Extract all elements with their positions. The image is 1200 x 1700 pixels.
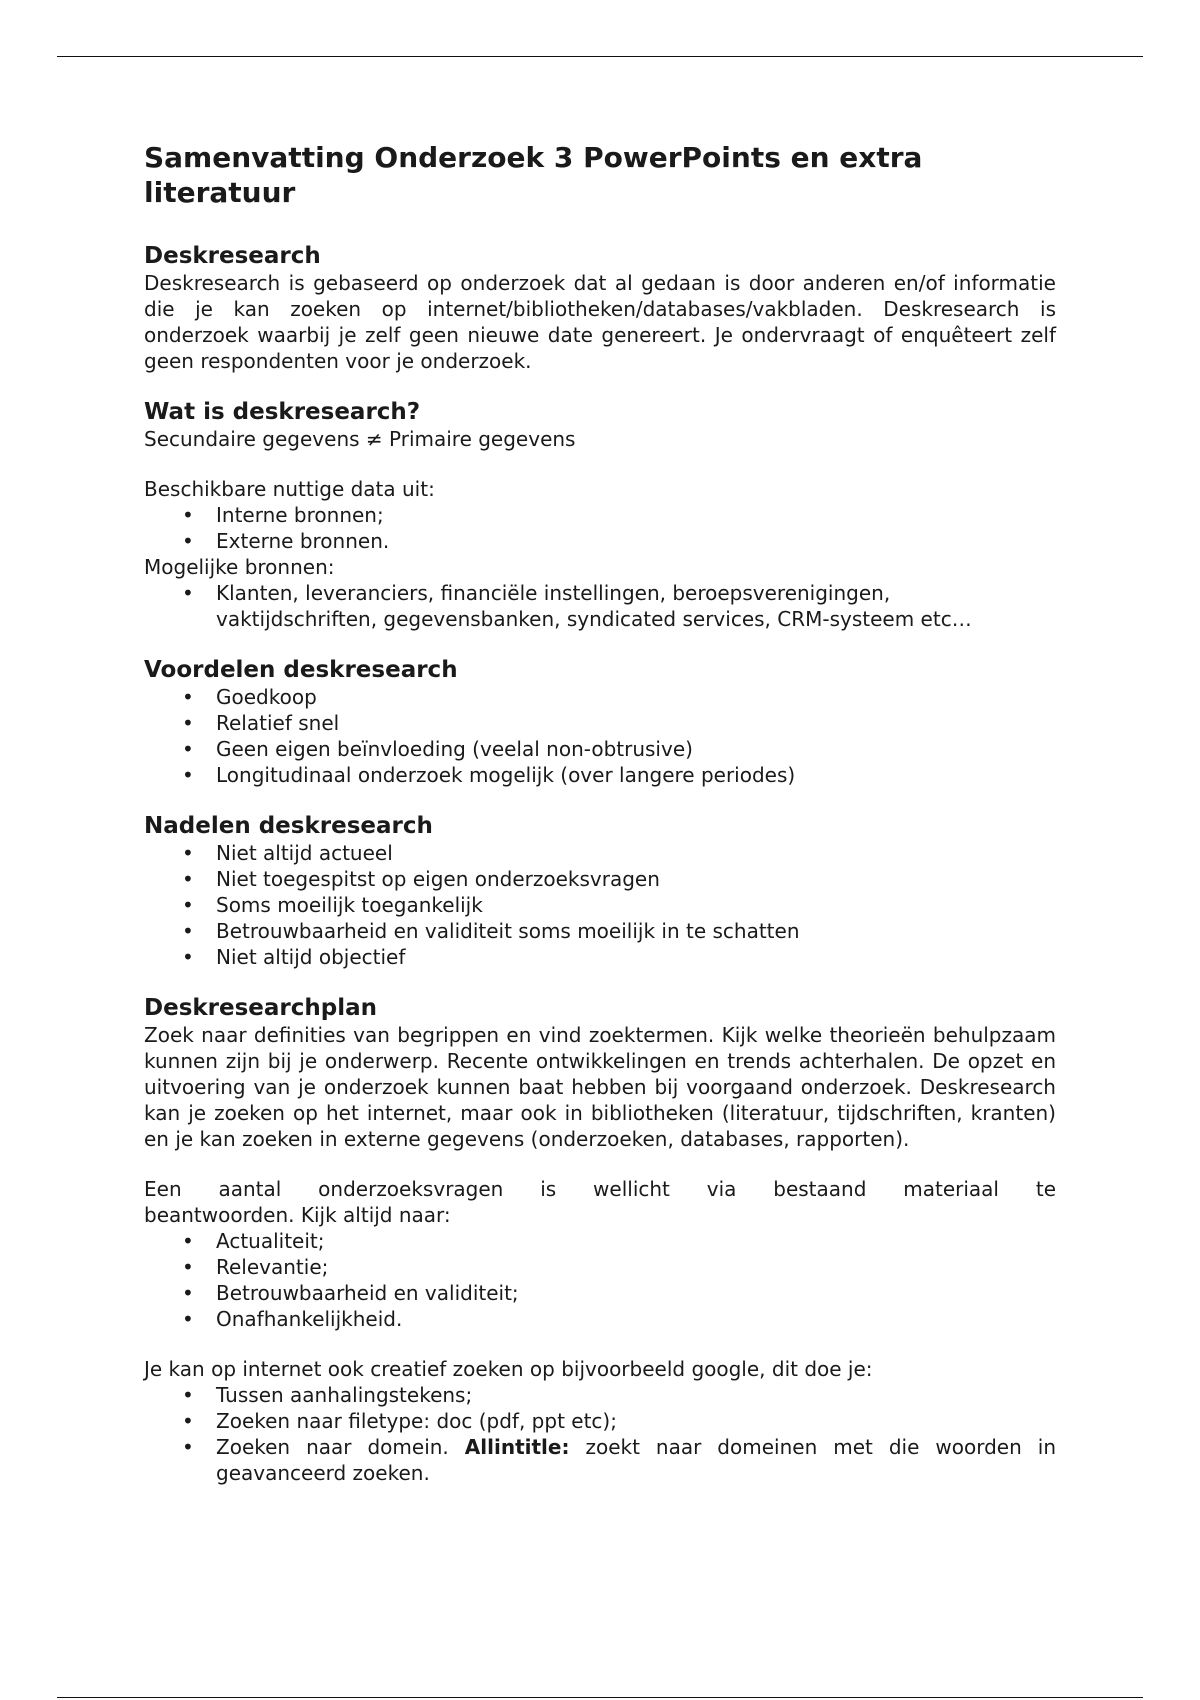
list-item: • Relatief snel — [182, 711, 340, 735]
list-item: • Onafhankelijkheid. — [182, 1307, 403, 1331]
internet-search-list — [144, 1382, 1056, 1486]
list-item: • Relevantie; — [182, 1255, 329, 1279]
list-item: • Longitudinaal onderzoek mogelijk (over langere periodes) — [182, 763, 796, 787]
heading-deskresearch: Deskresearch — [144, 243, 321, 269]
list-item: • Betrouwbaarheid en validiteit soms moeilijk in te schatten — [182, 919, 800, 943]
top-rule — [57, 56, 1143, 57]
list-item: • Zoeken naar filetype: doc (pdf, ppt etc); — [182, 1409, 617, 1433]
heading-nadelen: Nadelen deskresearch — [144, 813, 433, 839]
paragraph-deskresearchplan: Zoek naar definities van begrippen en vind zoektermen. Kijk welke theorieën behulpzaam kunnen zijn bij je onderwerp. Recente ontwikkelingen en trends achterhalen. De opzet en uitvoering van je onderzoek kunnen baat hebben bij voorgaand onderzoek. Deskresearch kan je zoeken op het internet, maar ook in bibliotheken (literatuur, tijdschriften, kranten) en je kan zoeken in externe gegevens (onderzoeken, databases, rapporten). — [144, 1023, 1056, 1151]
list-item: • Niet toegespitst op eigen onderzoeksvragen — [182, 867, 660, 891]
voordelen-list — [144, 684, 1056, 788]
list-item: • Tussen aanhalingstekens; — [182, 1383, 473, 1407]
list-item: • Zoeken naar domein. Allintitle: zoekt naar domeinen met die woorden in geavanceerd zoeken. — [182, 1435, 1056, 1485]
list-item: • Niet altijd actueel — [182, 841, 393, 865]
document-title: Samenvatting Onderzoek 3 PowerPoints en extra literatuur — [144, 141, 923, 209]
document-body — [144, 140, 1056, 1486]
list-item: • Interne bronnen; — [182, 503, 384, 527]
nadelen-list — [144, 840, 1056, 970]
paragraph-onderzoeksvragen-line1: Een aantal onderzoeksvragen is wellicht via bestaand materiaal te — [144, 1177, 1056, 1201]
paragraph-deskresearch: Deskresearch is gebaseerd op onderzoek dat al gedaan is door anderen en/of informatie die je kan zoeken op internet/bibliotheken/databases/vakbladen. Deskresearch is onderzoek waarbij je zelf geen nieuwe date genereert. Je ondervraagt of enquêteert zelf geen respondenten voor je onderzoek. — [144, 271, 1056, 373]
available-data-label: Beschikbare nuttige data uit: — [144, 477, 435, 501]
list-item: • Goedkoop — [182, 685, 317, 709]
heading-voordelen: Voordelen deskresearch — [144, 657, 458, 683]
bottom-rule — [57, 1697, 1143, 1698]
list-item: • Externe bronnen. — [182, 529, 390, 553]
list-item: • Klanten, leveranciers, financiële instellingen, beroepsverenigingen, vaktijdschriften, gegevensbanken, syndicated services, CRM-systeem etc… — [182, 581, 972, 631]
sources-label: Mogelijke bronnen: — [144, 555, 335, 579]
secundair-primair-line: Secundaire gegevens ≠ Primaire gegevens — [144, 427, 576, 451]
sources-list — [144, 580, 1056, 632]
list-item: • Actualiteit; — [182, 1229, 325, 1253]
check-list — [144, 1228, 1056, 1332]
paragraph-onderzoeksvragen-line2: beantwoorden. Kijk altijd naar: — [144, 1203, 451, 1227]
list-item: • Soms moeilijk toegankelijk — [182, 893, 483, 917]
heading-deskresearchplan: Deskresearchplan — [144, 995, 378, 1021]
list-item: • Betrouwbaarheid en validiteit; — [182, 1281, 519, 1305]
heading-wat-is-deskresearch: Wat is deskresearch? — [144, 399, 421, 425]
available-data-list — [144, 502, 1056, 554]
list-item: • Niet altijd objectief — [182, 945, 406, 969]
internet-search-line: Je kan op internet ook creatief zoeken op bijvoorbeeld google, dit doe je: — [144, 1357, 873, 1381]
list-item: • Geen eigen beïnvloeding (veelal non-obtrusive) — [182, 737, 693, 761]
